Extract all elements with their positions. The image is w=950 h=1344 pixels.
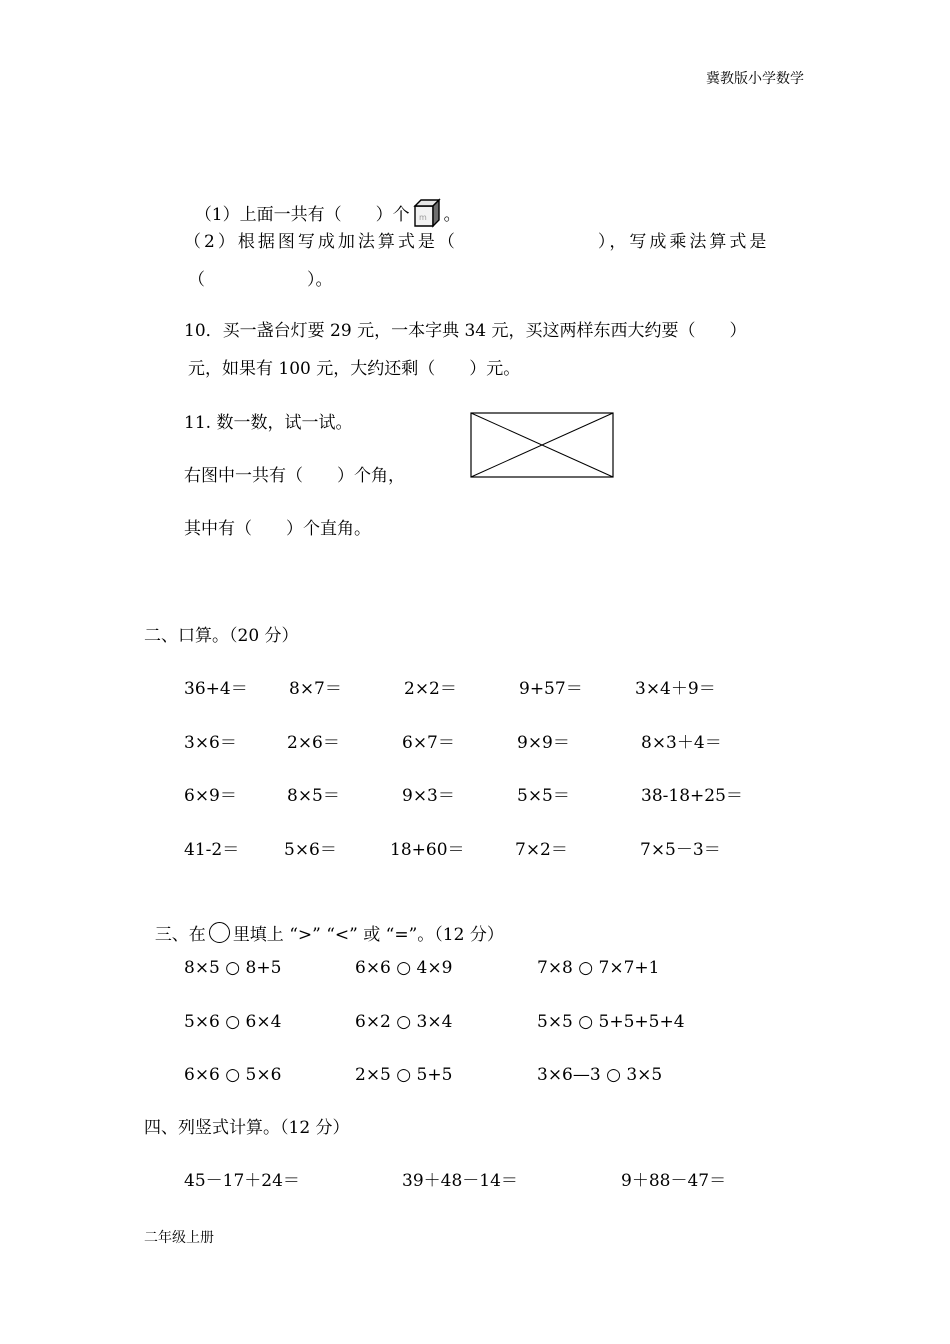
vertical-calc-item: 39＋48－14＝ xyxy=(402,1171,518,1191)
section3-title-pre: 三、在 xyxy=(154,925,206,945)
oral-item: 5×6＝ xyxy=(284,840,337,860)
oral-item: 6×7＝ xyxy=(402,733,455,753)
oral-item: 36+4＝ xyxy=(184,679,248,699)
section3-title xyxy=(144,902,504,945)
q9-line3: （ ）。 xyxy=(188,270,333,290)
q9-line1-text: （1）上面一共有（ ）个 xyxy=(194,205,410,225)
compare-item: 6×6 ○ 5×6 xyxy=(184,1065,282,1085)
q10-line1: 10．买一盏台灯要 29 元，一本字典 34 元，买这两样东西大约要（ ） xyxy=(184,321,747,341)
compare-item: 8×5 ○ 8+5 xyxy=(184,958,282,978)
compare-item: 6×2 ○ 3×4 xyxy=(355,1012,453,1032)
oral-item: 8×7＝ xyxy=(289,679,342,699)
compare-item: 2×5 ○ 5+5 xyxy=(355,1065,453,1085)
oral-item: 3×4＋9＝ xyxy=(635,679,716,699)
oral-item: 6×9＝ xyxy=(184,786,237,806)
vertical-calc-item: 9＋88－47＝ xyxy=(621,1171,727,1191)
rectangle-crossed-lines-figure xyxy=(470,412,615,479)
cube-mark: m xyxy=(418,213,427,222)
q11-line1: 11. 数一数，试一试。 xyxy=(184,413,353,433)
cube-icon xyxy=(413,198,441,233)
q9-line1 xyxy=(184,178,461,233)
q11-line2: 右图中一共有（ ）个角， xyxy=(184,466,405,486)
oral-item: 5×5＝ xyxy=(517,786,570,806)
footer-grade: 二年级上册 xyxy=(144,1230,214,1246)
oral-item: 3×6＝ xyxy=(184,733,237,753)
oral-item: 7×5－3＝ xyxy=(640,840,721,860)
compare-item: 3×6—3 ○ 3×5 xyxy=(537,1065,663,1085)
q9-line1-end: 。 xyxy=(443,205,461,225)
oral-item: 2×2＝ xyxy=(404,679,457,699)
section2-title: 二、口算。（20 分） xyxy=(144,626,299,646)
section4-title: 四、列竖式计算。（12 分） xyxy=(144,1118,350,1138)
compare-item: 5×5 ○ 5+5+5+4 xyxy=(537,1012,685,1032)
oral-item: 2×6＝ xyxy=(287,733,340,753)
oral-item: 41-2＝ xyxy=(184,840,240,860)
oral-item: 7×2＝ xyxy=(515,840,568,860)
compare-item: 6×6 ○ 4×9 xyxy=(355,958,453,978)
header-title: 冀教版小学数学 xyxy=(706,71,804,87)
oral-item: 18+60＝ xyxy=(390,840,465,860)
section3-title-post: 里填上 “>” “<” 或 “=”。（12 分） xyxy=(232,925,504,945)
oral-item: 9+57＝ xyxy=(519,679,583,699)
compare-item: 7×8 ○ 7×7+1 xyxy=(537,958,660,978)
oral-item: 38-18+25＝ xyxy=(641,786,743,806)
oral-item: 9×9＝ xyxy=(517,733,570,753)
q11-line3: 其中有（ ）个直角。 xyxy=(184,519,371,539)
q9-line2: （2）根据图写成加法算式是（ ），写成乘法算式是 xyxy=(184,232,770,252)
oral-item: 8×5＝ xyxy=(287,786,340,806)
compare-item: 5×6 ○ 6×4 xyxy=(184,1012,282,1032)
q10-line2: 元，如果有 100 元，大约还剩（ ）元。 xyxy=(188,359,521,379)
oral-item: 9×3＝ xyxy=(402,786,455,806)
oral-item: 8×3＋4＝ xyxy=(641,733,722,753)
vertical-calc-item: 45－17＋24＝ xyxy=(184,1171,300,1191)
circle-icon xyxy=(209,922,230,943)
